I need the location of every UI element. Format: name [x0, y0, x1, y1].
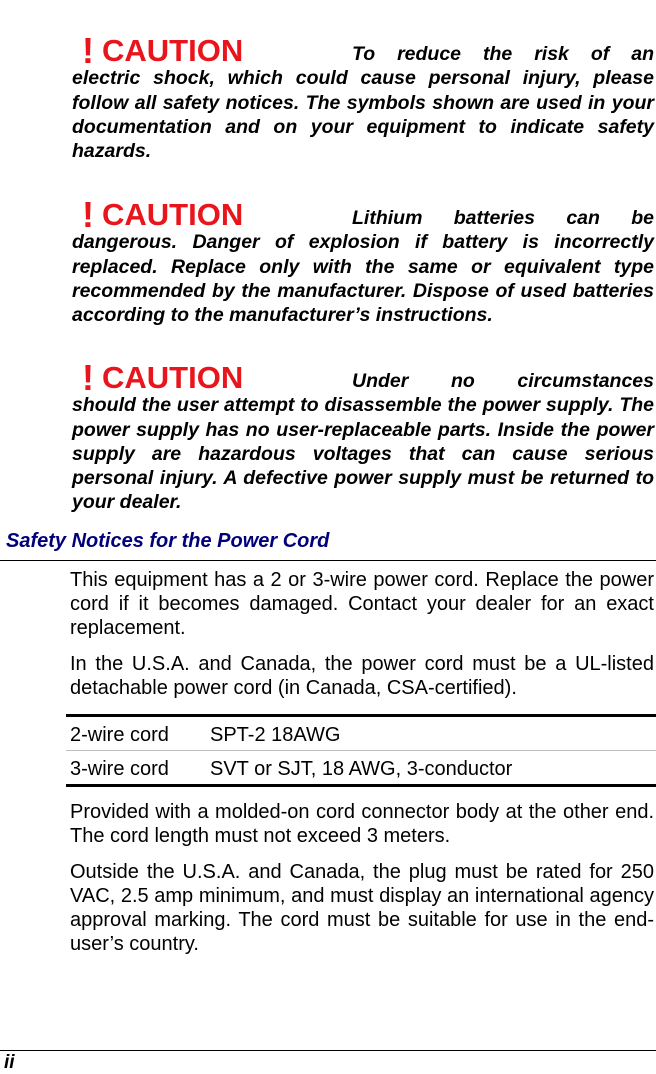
power-cord-paragraph-4: Outside the U.S.A. and Canada, the plug must be rated for 250 VAC, 2.5 amp minimum, and must display an international agency approval marking. The cord must be suitable for use in the end-user’s country. — [70, 861, 654, 955]
caution-notice-shock — [72, 30, 654, 163]
power-cord-paragraph-2: In the U.S.A. and Canada, the power cord must be a UL-listed detachable power cord (in Canada, CSA-certified). — [70, 653, 654, 699]
power-cord-paragraph-1: This equipment has a 2 or 3-wire power cord. Replace the power cord if it becomes damaged. Contact your dealer for an exact replacement. — [70, 569, 654, 639]
caution-notice-power-supply — [72, 357, 654, 515]
svg-text:CAUTION: CAUTION — [102, 33, 244, 66]
caution-warning-icon — [80, 194, 300, 230]
caution-header — [72, 357, 654, 393]
cord-spec-table — [66, 714, 656, 787]
caution-lead: To reduce the risk of an — [352, 43, 654, 65]
caution-header — [72, 30, 654, 66]
caution-header — [72, 194, 654, 230]
cord-type-cell: 2-wire cord — [66, 716, 206, 751]
caution-warning-icon — [80, 357, 300, 393]
cord-spec-cell: SPT-2 18AWG — [206, 716, 656, 751]
caution-body: dangerous. Danger of explosion if battery is incorrectly replaced. Replace only with the same or equivalent type recommended by the manufacturer. Dispose of used batteries according to the manufacturer’s instructions. — [72, 231, 654, 327]
section-heading: Safety Notices for the Power Cord — [6, 530, 330, 552]
power-cord-paragraph-3: Provided with a molded-on cord connector body at the other end. The cord length must not exceed 3 meters. — [70, 801, 654, 847]
caution-warning-icon — [80, 30, 300, 66]
caution-body: should the user attempt to disassemble the power supply. The power supply has no user-replaceable parts. Inside the power supply are hazardous voltages that can cause serious personal injury. A defective power supply must be returned to your dealer. — [72, 394, 654, 514]
caution-notice-battery — [72, 194, 654, 327]
svg-text:CAUTION: CAUTION — [102, 360, 244, 393]
table-row — [66, 716, 656, 751]
svg-text:CAUTION: CAUTION — [102, 197, 244, 230]
cord-spec-cell: SVT or SJT, 18 AWG, 3-conductor — [206, 751, 656, 786]
caution-lead: Lithium batteries can be — [352, 207, 654, 229]
svg-text:!: ! — [82, 194, 94, 230]
caution-body: electric shock, which could cause personal injury, please follow all safety notices. The symbols shown are used in your documentation and on your equipment to indicate safety hazards. — [72, 67, 654, 163]
caution-lead: Under no circumstances — [352, 370, 654, 392]
cord-type-cell: 3-wire cord — [66, 751, 206, 786]
page-number: ii — [4, 1052, 15, 1073]
section-divider — [0, 560, 656, 561]
footer-divider — [0, 1050, 656, 1051]
svg-text:!: ! — [82, 357, 94, 393]
svg-text:!: ! — [82, 30, 94, 66]
table-row — [66, 751, 656, 786]
